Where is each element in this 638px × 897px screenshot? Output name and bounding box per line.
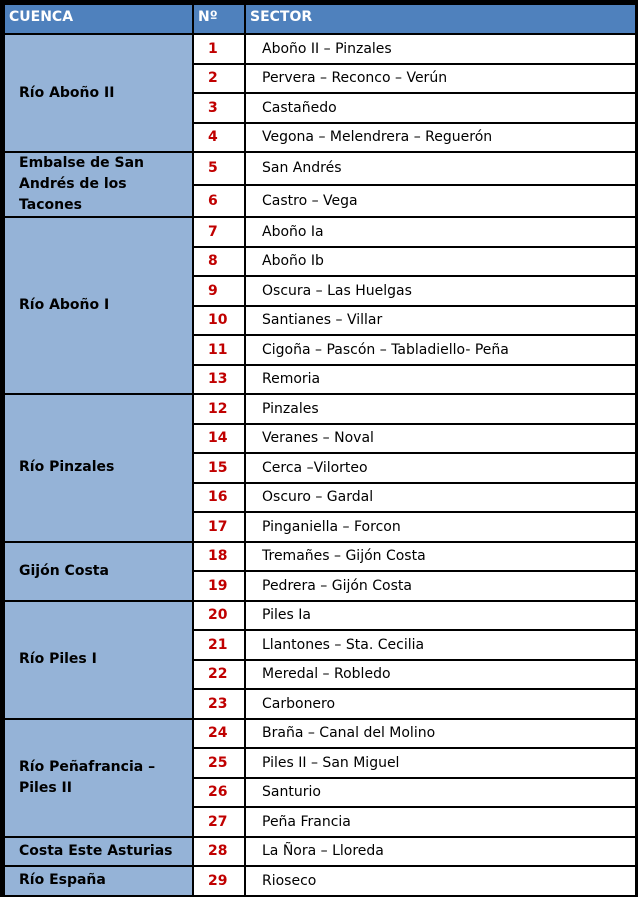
sector-name-cell: Veranes – Noval xyxy=(245,424,636,454)
sector-number-cell: 27 xyxy=(193,807,245,837)
cuenca-cell: Gijón Costa xyxy=(4,542,193,601)
sector-name-cell: La Ñora – Lloreda xyxy=(245,837,636,867)
sector-name-cell: Llantones – Sta. Cecilia xyxy=(245,630,636,660)
sector-number-cell: 25 xyxy=(193,748,245,778)
sector-number-cell: 19 xyxy=(193,571,245,601)
sector-name-cell: Aboño Ia xyxy=(245,217,636,247)
table-row xyxy=(4,394,636,424)
table-row xyxy=(4,34,636,64)
sector-name-cell: Oscuro – Gardal xyxy=(245,483,636,513)
table-row xyxy=(4,601,636,631)
cuenca-cell: Río Piles I xyxy=(4,601,193,719)
cuenca-cell: Costa Este Asturias xyxy=(4,837,193,867)
sector-number-cell: 2 xyxy=(193,64,245,94)
table-row xyxy=(4,837,636,867)
sector-name-cell: Aboño Ib xyxy=(245,247,636,277)
header-row xyxy=(4,4,636,34)
sector-number-cell: 9 xyxy=(193,276,245,306)
sector-name-cell: Piles Ia xyxy=(245,601,636,631)
sector-number-cell: 20 xyxy=(193,601,245,631)
sector-name-cell: Pinganiella – Forcon xyxy=(245,512,636,542)
sector-number-cell: 8 xyxy=(193,247,245,277)
sector-name-cell: Santurio xyxy=(245,778,636,808)
sector-name-cell: Cigoña – Pascón – Tabladiello- Peña xyxy=(245,335,636,365)
sector-number-cell: 7 xyxy=(193,217,245,247)
sector-number-cell: 10 xyxy=(193,306,245,336)
sector-number-cell: 18 xyxy=(193,542,245,572)
sector-name-cell: Piles II – San Miguel xyxy=(245,748,636,778)
sector-number-cell: 26 xyxy=(193,778,245,808)
sector-number-cell: 17 xyxy=(193,512,245,542)
cuenca-cell: Río España xyxy=(4,866,193,896)
sector-name-cell: Pervera – Reconco – Verún xyxy=(245,64,636,94)
sector-number-cell: 16 xyxy=(193,483,245,513)
sector-number-cell: 15 xyxy=(193,453,245,483)
table-row xyxy=(4,152,636,185)
cuenca-cell: Río Aboño II xyxy=(4,34,193,152)
sector-number-cell: 1 xyxy=(193,34,245,64)
sector-name-cell: Carbonero xyxy=(245,689,636,719)
sector-name-cell: Pinzales xyxy=(245,394,636,424)
sector-number-cell: 5 xyxy=(193,152,245,185)
sector-name-cell: Remoria xyxy=(245,365,636,395)
sector-name-cell: San Andrés xyxy=(245,152,636,185)
header-cuenca: CUENCA xyxy=(4,4,193,34)
sector-number-cell: 24 xyxy=(193,719,245,749)
sector-name-cell: Tremañes – Gijón Costa xyxy=(245,542,636,572)
sector-name-cell: Castañedo xyxy=(245,93,636,123)
sector-number-cell: 21 xyxy=(193,630,245,660)
sector-name-cell: Castro – Vega xyxy=(245,185,636,218)
sector-number-cell: 13 xyxy=(193,365,245,395)
table-body xyxy=(4,34,636,896)
sector-number-cell: 4 xyxy=(193,123,245,153)
cuenca-cell: Río Peñafrancia – Piles II xyxy=(4,719,193,837)
cuenca-sector-table xyxy=(3,3,637,897)
sector-number-cell: 12 xyxy=(193,394,245,424)
sector-number-cell: 6 xyxy=(193,185,245,218)
sector-name-cell: Peña Francia xyxy=(245,807,636,837)
sector-name-cell: Meredal – Robledo xyxy=(245,660,636,690)
sector-name-cell: Cerca –Vilorteo xyxy=(245,453,636,483)
cuenca-cell: Río Pinzales xyxy=(4,394,193,542)
table-row xyxy=(4,217,636,247)
sector-number-cell: 22 xyxy=(193,660,245,690)
header-sector: SECTOR xyxy=(245,4,636,34)
table-row xyxy=(4,866,636,896)
sector-number-cell: 14 xyxy=(193,424,245,454)
sector-number-cell: 11 xyxy=(193,335,245,365)
table-row xyxy=(4,719,636,749)
sector-name-cell: Rioseco xyxy=(245,866,636,896)
sector-number-cell: 28 xyxy=(193,837,245,867)
sector-name-cell: Oscura – Las Huelgas xyxy=(245,276,636,306)
table-row xyxy=(4,542,636,572)
header-num: Nº xyxy=(193,4,245,34)
sector-name-cell: Vegona – Melendrera – Reguerón xyxy=(245,123,636,153)
cuenca-cell: Embalse de San Andrés de los Tacones xyxy=(4,152,193,217)
sector-name-cell: Pedrera – Gijón Costa xyxy=(245,571,636,601)
sector-name-cell: Aboño II – Pinzales xyxy=(245,34,636,64)
sector-number-cell: 29 xyxy=(193,866,245,896)
sector-name-cell: Braña – Canal del Molino xyxy=(245,719,636,749)
sector-name-cell: Santianes – Villar xyxy=(245,306,636,336)
cuenca-cell: Río Aboño I xyxy=(4,217,193,394)
sector-number-cell: 3 xyxy=(193,93,245,123)
sector-number-cell: 23 xyxy=(193,689,245,719)
